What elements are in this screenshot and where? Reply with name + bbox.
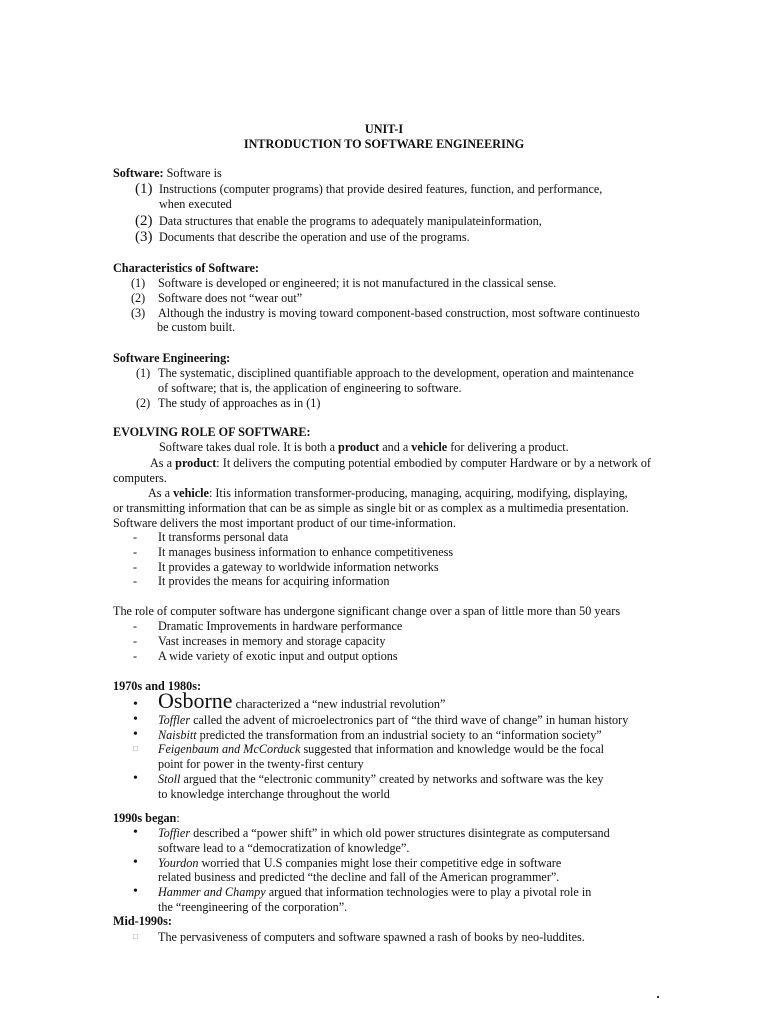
list-item: • Yourdon worried that U.S companies might lose their competitive edge in software (133, 854, 562, 870)
bullet-icon: • (133, 884, 138, 900)
role-paragraph: The role of computer software has undergone significant change over a span of little more than 50 years (113, 604, 621, 618)
list-item: • Stoll argued that the “electronic community” created by networks and software was the key (133, 770, 604, 786)
list-item: □ Feigenbaum and McCorduck suggested that information and knowledge would be the focal (133, 742, 604, 757)
bullet-icon: • (133, 726, 138, 742)
era-1990-heading: 1990s began: (113, 811, 180, 825)
bullet-icon: • (133, 711, 138, 727)
list-item: (2) The study of approaches as in (1) (136, 395, 321, 410)
list-item: - It provides the means for acquiring information (133, 574, 390, 589)
list-item: • Toffier described a “power shift” in which old power structures disintegrate as computersand (133, 825, 610, 840)
list-item: (2) Data structures that enable the programs to adequately manipulateinformation, (135, 212, 542, 229)
unit-heading: INTRODUCTION TO SOFTWARE ENGINEERING (243, 136, 525, 151)
software-heading: Software: (113, 166, 164, 180)
bullet-icon: • (133, 770, 138, 786)
box-bullet-icon: □ (133, 744, 138, 754)
characteristics-heading: Characteristics of Software: (113, 261, 259, 275)
bullet-icon: • (133, 825, 138, 840)
list-item: - It provides a gateway to worldwide information networks (133, 559, 439, 574)
list-item-continuation: related business and predicted “the decline and fall of the American programmer”. (158, 870, 560, 885)
engineering-heading: Software Engineering: (113, 351, 231, 365)
software-section (113, 166, 673, 181)
bullet-icon: • (133, 697, 138, 712)
evolving-paragraph-2: As a product: It delivers the computing potential embodied by computer Hardware or by a network of computers. (113, 456, 651, 485)
unit-number: UNIT-I (364, 122, 404, 136)
box-bullet-icon: □ (133, 932, 138, 941)
mid-1990-list (0, 930, 768, 945)
unit-title (0, 122, 768, 152)
list-item: (1) The systematic, disciplined quantifiable approach to the development, operation and maintenance (136, 366, 634, 380)
list-item: - It manages business information to enhance competitiveness (133, 544, 454, 559)
list-item: (2) Software does not “wear out” (131, 290, 303, 305)
list-item: - A wide variety of exotic input and output options (133, 648, 398, 663)
evolving-paragraph-3: As a vehicle: Itis information transformer-producing, managing, acquiring, modifying, displaying, or transmitting information that can be as simple as single bit or as complex as a multimedia presentation. Software delivers the most important product of our time-information. (113, 486, 629, 530)
list-item-continuation: be custom built. (157, 320, 236, 335)
characteristics-list (0, 276, 768, 335)
role-dash-list (0, 619, 768, 663)
engineering-list (0, 366, 768, 410)
list-item-continuation: point for power in the twenty-first century (158, 757, 364, 772)
list-item: (1) Software is developed or engineered; it is not manufactured in the classical sense. (131, 276, 557, 290)
list-item-continuation: to knowledge interchange throughout the world (158, 786, 390, 801)
list-item: (1) Instructions (computer programs) that provide desired features, function, and performance, (135, 181, 603, 197)
list-item: • Osborne characterized a “new industrial revolution” (133, 688, 446, 713)
list-item: - Dramatic Improvements in hardware performance (133, 619, 403, 633)
evolving-paragraph-1: Software takes dual role. It is both a product and a vehicle for delivering a product. (159, 440, 569, 454)
list-item-continuation: when executed (159, 196, 232, 211)
list-item-continuation: software lead to a “democratization of knowledge”. (158, 840, 410, 855)
evolving-dash-list (0, 530, 768, 589)
era-1970-list (0, 688, 768, 802)
list-item: □ The pervasiveness of computers and software spawned a rash of books by neo-luddites. (133, 930, 585, 944)
page-mark (657, 996, 659, 998)
era-1970-heading: 1970s and 1980s: (113, 679, 202, 693)
era-1990-list (0, 826, 768, 915)
list-item: (3) Although the industry is moving toward component-based construction, most software continuesto (131, 305, 640, 320)
list-item: • Toffler called the advent of microelectronics part of “the third wave of change” in human history (133, 711, 629, 727)
list-item: - Vast increases in memory and storage capacity (133, 633, 386, 648)
list-item: • Naisbitt predicted the transformation from an industrial society to an “information society” (133, 726, 602, 742)
list-item: (3) Documents that describe the operation and use of the programs. (135, 229, 470, 246)
list-item-continuation: the “reengineering of the corporation”. (158, 899, 348, 914)
mid-1990-heading: Mid-1990s: (113, 914, 172, 928)
list-item: - It transforms personal data (133, 530, 289, 544)
bullet-icon: • (133, 854, 138, 870)
list-item-continuation: of software; that is, the application of engineering to software. (158, 380, 462, 395)
software-list (0, 182, 768, 245)
list-item: • Hammer and Champy argued that information technologies were to play a pivotal role in (133, 884, 592, 900)
evolving-heading: EVOLVING ROLE OF SOFTWARE: (113, 425, 311, 439)
software-intro: Software: Software is (113, 166, 222, 180)
